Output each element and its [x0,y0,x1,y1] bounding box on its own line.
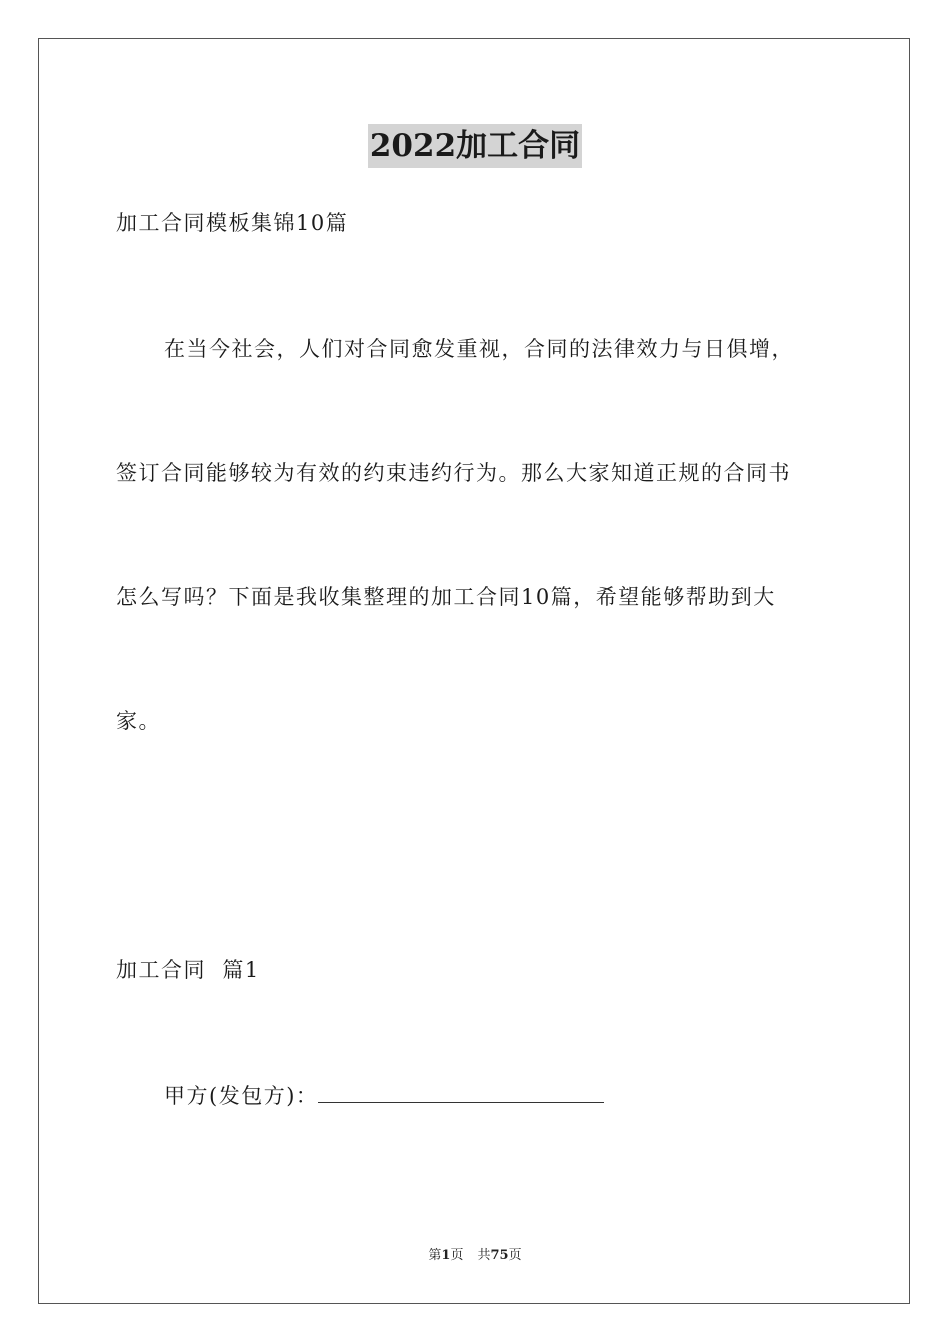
footer-page-current: 1 [441,1248,451,1263]
intro-line-1: 在当今社会，人们对合同愈发重视，合同的法律效力与日俱增， [164,337,794,361]
title-container [0,124,950,168]
footer-total-prefix: 共 [477,1248,491,1263]
document-subtitle: 加工合同模板集锦10篇 [116,211,349,235]
party-a-blank-field [318,1082,604,1103]
intro-line-4: 家。 [116,709,161,733]
intro-line-2: 签订合同能够较为有效的约束违约行为。那么大家知道正规的合同书 [116,461,791,485]
page-footer [0,1247,950,1265]
party-a-label: 甲方(发包方)： [164,1084,319,1108]
footer-total-suffix: 页 [508,1248,522,1263]
footer-page-prefix: 第 [428,1248,442,1263]
footer-page-total: 75 [490,1248,509,1263]
document-title: 2022加工合同 [368,124,582,168]
party-a-row [164,1081,604,1111]
footer-page-suffix: 页 [450,1248,464,1263]
section-heading: 加工合同 篇1 [116,958,260,982]
intro-line-3: 怎么写吗？下面是我收集整理的加工合同10篇，希望能够帮助到大 [116,585,776,609]
